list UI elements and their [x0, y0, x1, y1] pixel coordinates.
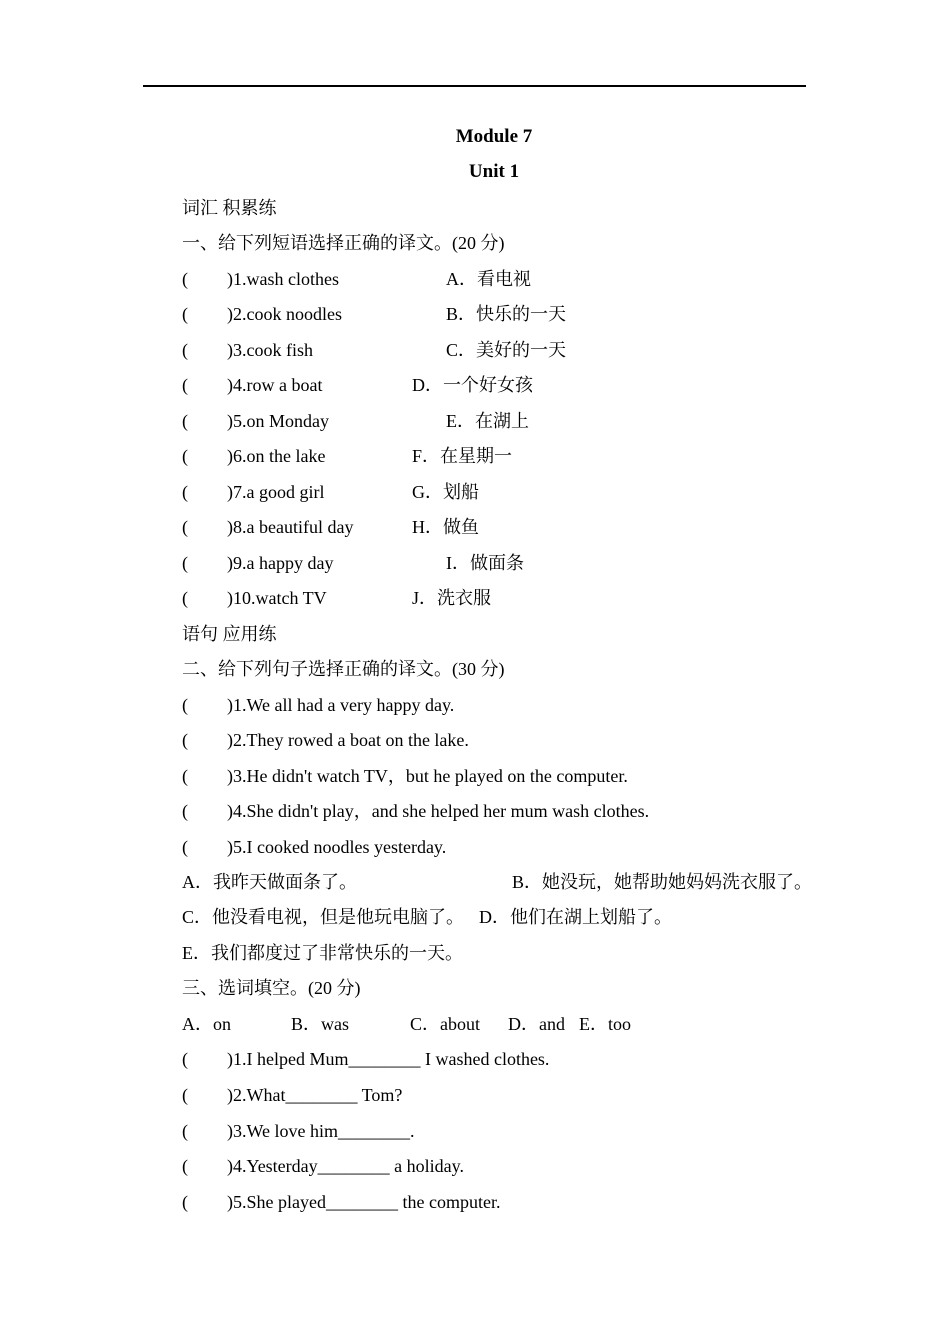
translation-option: B．快乐的一天: [446, 304, 567, 324]
list-item: [0, 800, 950, 824]
list-item: [0, 339, 950, 363]
answer-paren[interactable]: (: [182, 482, 188, 502]
word-option-d: D．and: [508, 1014, 565, 1034]
phrase: )4.row a boat: [227, 375, 323, 395]
answer-paren[interactable]: (: [182, 1156, 188, 1176]
list-item: [0, 587, 950, 611]
list-item: [0, 374, 950, 398]
list-item: [0, 1191, 950, 1215]
sentence: )3.He didn't watch TV，but he played on the computer.: [227, 766, 628, 786]
phrase: )3.cook fish: [227, 340, 313, 360]
answer-paren[interactable]: (: [182, 411, 188, 431]
fill-sentence: )3.We love him________.: [227, 1121, 415, 1141]
fill-sentence: )1.I helped Mum________ I washed clothes.: [227, 1049, 550, 1069]
phrase: )9.a happy day: [227, 553, 334, 573]
list-item: [0, 516, 950, 540]
list-item: [0, 1048, 950, 1072]
answer-paren[interactable]: (: [182, 801, 188, 821]
answer-paren[interactable]: (: [182, 730, 188, 750]
translation-option: A．看电视: [446, 269, 531, 289]
answer-paren[interactable]: (: [182, 446, 188, 466]
translation-option-e: E．我们都度过了非常快乐的一天。: [182, 943, 463, 963]
answer-paren[interactable]: (: [182, 375, 188, 395]
sentence: )1.We all had a very happy day.: [227, 695, 455, 715]
list-item: [0, 694, 950, 718]
translation-option: H．做鱼: [412, 517, 479, 537]
phrase: )5.on Monday: [227, 411, 329, 431]
answer-paren[interactable]: (: [182, 1192, 188, 1212]
translation-option: G．划船: [412, 482, 479, 502]
answer-paren[interactable]: (: [182, 1085, 188, 1105]
phrase: )7.a good girl: [227, 482, 325, 502]
fill-sentence: )4.Yesterday________ a holiday.: [227, 1156, 464, 1176]
answer-paren[interactable]: (: [182, 695, 188, 715]
translation-option-d: D．他们在湖上划船了。: [479, 907, 672, 927]
answer-paren[interactable]: (: [182, 766, 188, 786]
section2-category: 语句 应用练: [182, 624, 277, 644]
sentence: )2.They rowed a boat on the lake.: [227, 730, 469, 750]
header-rule: [143, 85, 806, 87]
section1-category: 词汇 积累练: [182, 198, 277, 218]
fill-sentence: )5.She played________ the computer.: [227, 1192, 501, 1212]
translation-option: E．在湖上: [446, 411, 529, 431]
list-item: [0, 1120, 950, 1144]
list-item: [0, 268, 950, 292]
list-item: [0, 1155, 950, 1179]
list-item: [0, 445, 950, 469]
translation-option-c: C．他没看电视，但是他玩电脑了。: [182, 907, 465, 927]
answer-paren[interactable]: (: [182, 1121, 188, 1141]
fill-sentence: )2.What________ Tom?: [227, 1085, 403, 1105]
translation-option-b: B．她没玩，她帮助她妈妈洗衣服了。: [512, 872, 813, 892]
answer-paren[interactable]: (: [182, 1049, 188, 1069]
list-item: [0, 552, 950, 576]
answer-paren[interactable]: (: [182, 588, 188, 608]
translation-option: C．美好的一天: [446, 340, 567, 360]
sentence: )5.I cooked noodles yesterday.: [227, 837, 447, 857]
phrase: )2.cook noodles: [227, 304, 342, 324]
answer-paren[interactable]: (: [182, 269, 188, 289]
word-option-b: B．was: [291, 1014, 349, 1034]
word-option-e: E．too: [579, 1014, 631, 1034]
list-item: [0, 729, 950, 753]
translation-option: J．洗衣服: [412, 588, 492, 608]
unit-title: Unit 1: [468, 161, 520, 182]
list-item: [0, 1084, 950, 1108]
list-item: [0, 481, 950, 505]
answer-paren[interactable]: (: [182, 553, 188, 573]
section2-heading: 二、给下列句子选择正确的译文。(30 分): [182, 659, 505, 679]
translation-option: D．一个好女孩: [412, 375, 533, 395]
answer-paren[interactable]: (: [182, 340, 188, 360]
sentence: )4.She didn't play，and she helped her mum wash clothes.: [227, 801, 650, 821]
list-item: [0, 765, 950, 789]
list-item: [0, 303, 950, 327]
phrase: )8.a beautiful day: [227, 517, 354, 537]
module-title: Module 7: [455, 126, 533, 147]
answer-paren[interactable]: (: [182, 304, 188, 324]
phrase: )10.watch TV: [227, 588, 327, 608]
answer-paren[interactable]: (: [182, 517, 188, 537]
translation-option: F．在星期一: [412, 446, 513, 466]
translation-option: I．做面条: [446, 553, 524, 573]
answer-paren[interactable]: (: [182, 837, 188, 857]
phrase: )6.on the lake: [227, 446, 326, 466]
word-option-c: C．about: [410, 1014, 480, 1034]
phrase: )1.wash clothes: [227, 269, 339, 289]
word-option-a: A．on: [182, 1014, 231, 1034]
section3-heading: 三、选词填空。(20 分): [182, 978, 361, 998]
translation-option-a: A．我昨天做面条了。: [182, 872, 357, 892]
list-item: [0, 410, 950, 434]
list-item: [0, 836, 950, 860]
section1-heading: 一、给下列短语选择正确的译文。(20 分): [182, 233, 505, 253]
